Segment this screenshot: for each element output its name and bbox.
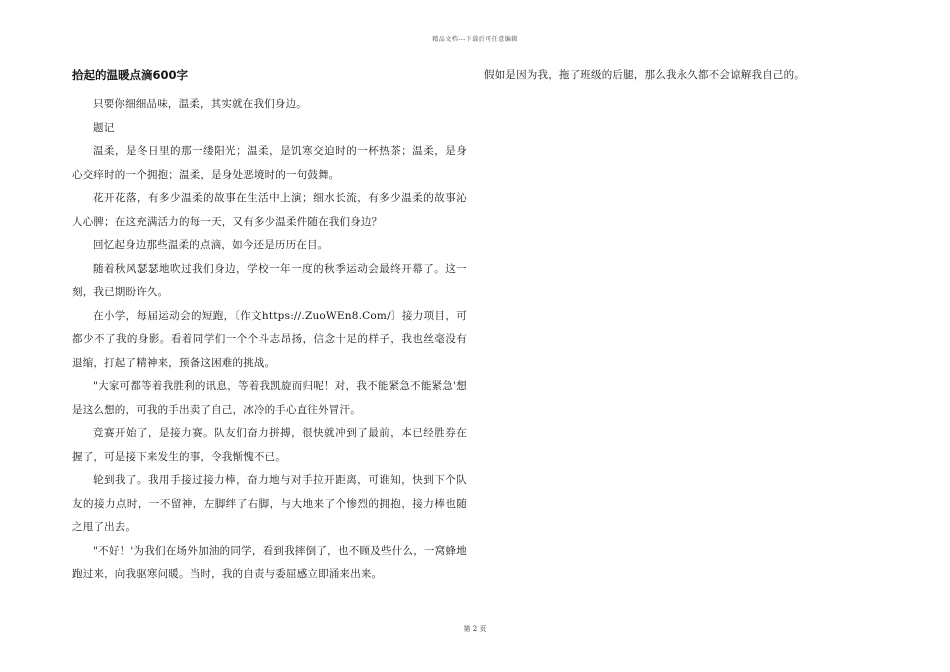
paragraph: 温柔，是冬日里的那一缕阳光；温柔，是饥寒交迫时的一杯热茶；温柔，是身心交痒时的一个拥抱；温柔，是身处恶境时的一句鼓舞。 xyxy=(72,145,467,181)
paragraph: 轮到我了。我用手接过接力棒，奋力地与对手拉开距离，可谁知，快到下个队友的接力点时，一不留神，左脚绊了右脚，与大地来了个惨烈的拥抱，接力棒也随之甩了出去。 xyxy=(72,474,467,533)
paragraph: 在小学，每届运动会的短跑，〔作文https://.ZuoWEn8.Com/〕接力项目，可都少不了我的身影。看着同学们一个个斗志昂扬，信念十足的样子，我也丝毫没有退缩，打起了精神来，预备这困难的挑战。 xyxy=(72,309,467,369)
right-column xyxy=(484,66,884,84)
paragraph: 回忆起身边那些温柔的点滴，如今还是历历在目。 xyxy=(93,239,329,251)
page-header: 精品文档---下载后可任意编辑 xyxy=(432,36,518,43)
paragraph: "不好！'为我们在场外加油的同学，看到我摔倒了，也不顾及些什么，一窝蜂地跑过来，向我驱寒问暖。当时，我的自责与委屈感立即涌来出来。 xyxy=(72,544,467,580)
paragraph: 竞赛开始了，是接力赛。队友们奋力拼搏，很快就冲到了最前，本已经胜券在握了，可是接下来发生的事，令我惭愧不已。 xyxy=(72,427,467,463)
page-number: 第 2 页 xyxy=(463,625,487,633)
paragraph-continued: 假如是因为我，拖了班级的后腿，那么我永久都不会谅解我自己的。 xyxy=(484,69,805,81)
left-column xyxy=(72,66,467,587)
paragraph: 题记 xyxy=(93,121,115,134)
paragraph: 花开花落，有多少温柔的故事在生活中上演；细水长流，有多少温柔的故事沁人心脾；在这充满活力的每一天，又有多少温柔件随在我们身边？ xyxy=(72,192,467,228)
paragraph: 随着秋风瑟瑟地吹过我们身边，学校一年一度的秋季运动会最终开幕了。这一刻，我已期盼许久。 xyxy=(72,262,467,298)
paragraph: "大家可都等着我胜利的讯息，等着我凯旋而归呢！对，我不能紧急不能紧急'想是这么想的，可我的手出卖了自己，冰冷的手心直往外冒汗。 xyxy=(72,380,467,416)
paragraph: 只要你细细品味，温柔，其实就在我们身边。 xyxy=(93,98,307,110)
article-title: 拾起的温暖点滴600字 xyxy=(72,68,189,82)
